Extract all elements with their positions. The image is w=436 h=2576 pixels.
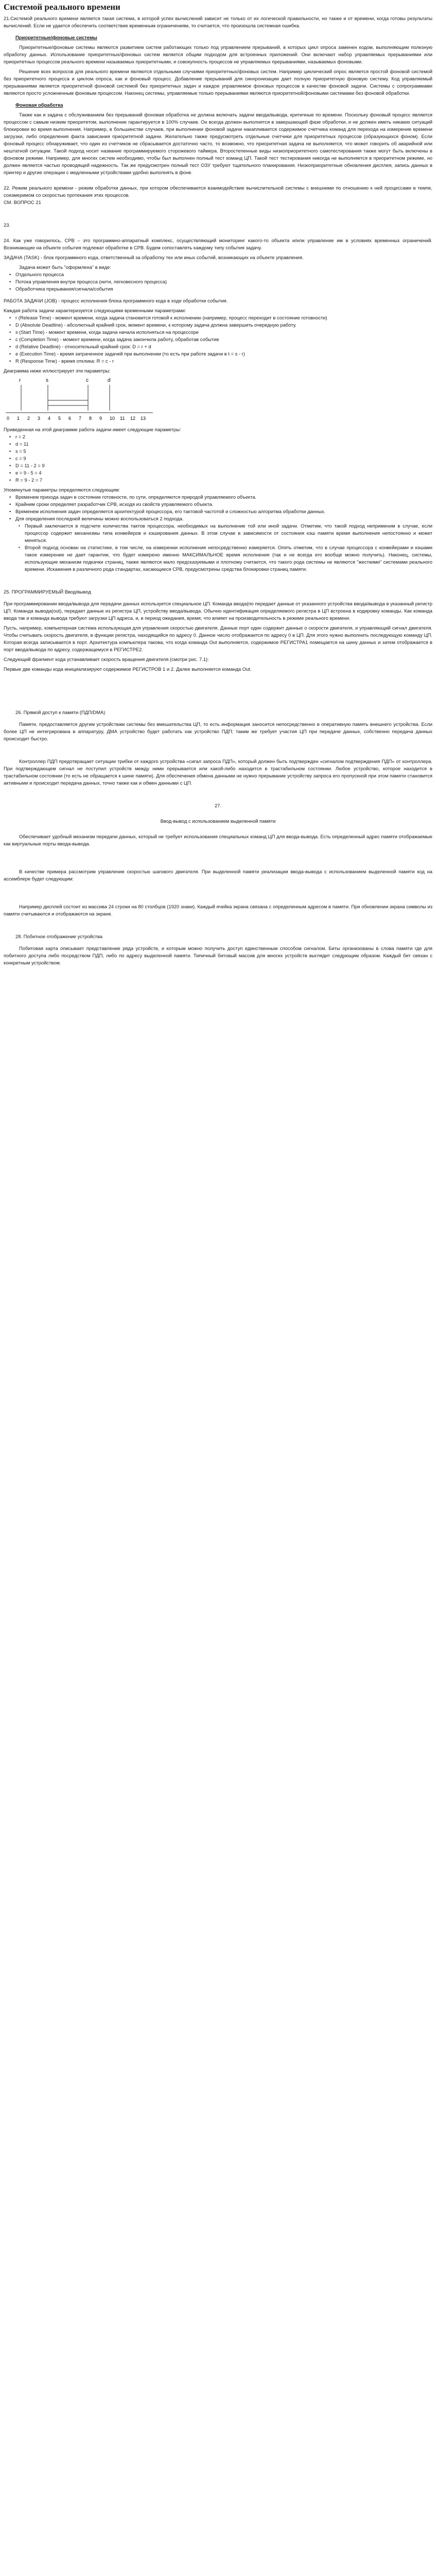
list-item: • e (Execution Time) - время затраченное задачей при выполнении (то есть при работе задачи в t = s - r) (15, 350, 432, 358)
list-item: ▪ Второй подход основан на статистике, в том числе, на измерении исполнения непосредственно измеряется. Опять отметим, что в случае процессора с конвейерами и кэшами такое измерение не дает гарантии, что будет измерено именно МАКСИМАЛЬНОЕ время исполнения (так и не всегда его вообще можно получить). Наконец, системы, использующие механизм подкачки страниц, также являются мало предсказуемыми и плотному считается, что такого рода системы не являются "жесткими" системами реального времени. Искажения в различного рода стандартах, касающиеся СРВ, предусмотрены средства блокировки страниц памяти. (25, 544, 432, 573)
s21-para-3: Решение всех вопросов для реального времени являются отдельными случаями приоритетных/фоновых систем. Например циклический опрос является простой фоновой системой без приоритетного процесса и циклом опроса, как и фоновый процесс. Добавление прерываний для синхронизации дает полную приоритетную фоновую систему. Код управляемый прерываниями является приоритетной фоновой системой без приоритетных задач и каждое управляемое фоновых процессов в качестве фоновой задачи. Системы с сопрограммами являются просто усложненным фоновым процессом. Наконец системы, управляемые только прерываниями являются приоритетной/фоновыми системами без фоновой обработки. (4, 69, 432, 96)
s26-heading: 26. Прямой доступ к памяти (ПДП/DMA) (15, 709, 106, 715)
diagram-label-r: r (19, 378, 21, 383)
s24-params-intro: Каждая работа задачи характеризуется следующими временными параметрами: (4, 308, 186, 313)
list-item: ▪ Первый заключается в подсчете количества тактов процессора, необходимых на выполнение той или иной задачи. Отметим, что такой подход неприменим в случае, если процессор содержит механизмы типа конвейеров и кэширования данных. В этом случае в зависимости от состояния кэш памяти время выполнения непостоянно и может меняться. (25, 522, 432, 544)
s22-para: 22. Режим реального времени - режим обработки данных, при котором обеспечивается взаимодействие вычислительной системы с внешними по отношению к ней процессами в темпе, соизмеримом со скоростью протекания этих процессов. (4, 185, 432, 198)
diagram-axis-label: 0 (7, 416, 10, 421)
diagram-label-s: s (46, 378, 48, 383)
s24-notes-list (0, 494, 436, 522)
diagram-axis-label: 2 (27, 416, 30, 421)
s26-para-2: Контроллер ПДП предотвращает ситуации трибки от каждого устройства «сигал запроса ПДП», который должен быть подтвержден «сигналом подтверждения ПДП» от контроллера. При подтверждающем сигнал не поступил устройств между ними прерывается или какой-либо находится в трастабильном состоянии. Любое устройство, которое находится в трастабильном состоянии (то есть не обращается к шине памяти). Для обеспечения обмена данными не нужно прерывание устройству запроса его пропускной при этом памяти становится активными и происходит передача данных, точно также как и обмен данными с ЦП. (4, 758, 432, 786)
timing-diagram (0, 375, 436, 426)
diagram-axis-label: 13 (141, 416, 146, 421)
list-item: • D = 11 - 2 = 9 (15, 462, 432, 469)
list-item: • s = 5 (15, 448, 432, 455)
diagram-axis-labels (7, 416, 146, 421)
diagram-axis-label: 9 (99, 416, 102, 421)
list-item: • c = 9 (15, 455, 432, 462)
s28-para-1: Побитовая карта описывает представление ряда устройств, и которым можно получить доступ единственным способом сигналом. Биты организованы в слова памяти где для побитного доступа либо посредством ПДП, либо по адресу выделенной памяти. Типичный битовый массив для многих устройств выглядит следующим образом. Каждый бит связан с конкретным устройством. (4, 945, 432, 965)
s21-para-2: Приоритетные/фоновые системы являются развитием систем работающих только под управлением прерываний, в которых цикл опроса заменен кодом, выполняющим полезную обработку данных. Использование приоритетных/фоновых систем является общим подходом для встроенных приложений. Они включают набор управляемых прерываниями или приоритетных процессов реального времени называемых приоритетными, и совокупность процессов не управляемых прерываниями, называемых фоновыми. (4, 44, 432, 64)
s25-para-3: Следующий фрагмент кода устанавливает скорость вращения двигателя (смотри рис. 7.1): (4, 656, 209, 662)
page-title: Системой реального времени (4, 2, 120, 12)
s24-approaches-list (0, 522, 436, 573)
list-item: • c (Completion Time) - момент времени, когда задача закончила работу, обработав событие (15, 336, 432, 343)
s24-values-list (0, 433, 436, 484)
diagram-axis-label: 11 (120, 416, 125, 421)
s22-ref: СМ. ВОПРОС 21 (4, 199, 41, 205)
list-item: • R (Response Time) - время отклика: R = c - r (15, 358, 432, 365)
diagram-axis-label: 7 (79, 416, 82, 421)
diagram-label-c: c (86, 378, 89, 383)
s21-intro: 21.Системой реального времени является такая система, в которой успех вычислений зависит не только от их логической правильности, но также и от времени, когда готовы результаты вычислений. Если не удается обеспечить соответствие временным ограничениям, то считается, что произошла системная ошибка. (4, 15, 432, 28)
list-item: • Временем прихода задач в состояние готовности, по сути, определяются природой управляемого объекта. (15, 494, 432, 501)
diagram-axis-label: 8 (89, 416, 92, 421)
s26-para-1: Памяти, предоставляется другим устройствам системы без вмешательства ЦП, то есть информация заносится непосредственно в оперативную память внешнего устройства. Если более ЦП не интегрирована в аппаратуру, ДМА устройство будет работать как устройство ПДП; таким же требует участия ЦП при передаче данных, собственно передача данных происходит быстро. (4, 721, 432, 741)
list-item: • r (Release Time) - момент времени, когда задача становится готовой к исполнению (например, процесс переходит в состояние готовности) (15, 314, 432, 321)
list-item: • d = 11 (15, 440, 432, 448)
diagram-exec-bar (48, 400, 88, 405)
diagram-label-d: d (108, 378, 111, 383)
s27-para-2: В качестве примера рассмотрим управление скоростью шагового двигателя. При выделенной памяти реализации ввода-вывода с использованием выделенной памяти код на ассемблере будет следующим: (4, 869, 432, 882)
diagram-axis-label: 6 (68, 416, 72, 421)
list-item: • Для определения последней величины можно воспользоваться 2 подхода. (15, 515, 432, 522)
s24-diagram-intro: Диаграмма ниже иллюстрирует эти параметры: (4, 368, 111, 374)
s27-heading: Ввод-вывод с использованием выделенной памяти (160, 818, 276, 824)
s25-heading: 25. ПРОГРАММИРУЕМЫЙ Ввод/вывод (4, 589, 92, 595)
list-item: • Отдельного процесса (15, 271, 432, 278)
list-item: • Крайним сроки определяет разработчик СРВ, исходя из свойств управляемого объекта. (15, 501, 432, 508)
s28-heading: 28. Побитное отображение устройства (15, 934, 102, 939)
s24-values-intro: Приведенная на этой диаграмме работа задачи имеет следующие параметры: (4, 427, 181, 432)
list-item: • Временем исполнения задач определяется архитектурой процессора, его тактовой частотой и сложностью алгоритма обработки данных. (15, 508, 432, 515)
timing-diagram-svg (4, 375, 158, 424)
s24-params-list (0, 314, 436, 365)
list-item: • e = 9 - 5 = 4 (15, 469, 432, 477)
s24-forms-list (0, 271, 436, 293)
s27-para-1: Обеспечивает удобный механизм передачи данных, который не требует использования специальных команд ЦП для ввода-вывода. Есть определенный адрес памяти отображаемые как виртуальные порты ввода-вывода. (4, 834, 432, 846)
document (0, 0, 436, 967)
s24-notes-intro: Упомянутые параметры определяются следующим: (4, 487, 120, 493)
s24-para-1: 24. Как уже говорилось, СРВ – это программно-аппаратный комплекс, осуществляющий мониторинг какого-то объекта и/или управление им в условиях временных ограничений. Возникающие на объекте события подлежат обработке в СРВ. Будем сопоставлять каждому типу события задачу. (4, 238, 432, 250)
diagram-axis-label: 3 (38, 416, 41, 421)
s27-number: 27. (214, 803, 222, 808)
diagram-axis-label: 1 (17, 416, 20, 421)
list-item: • r = 2 (15, 433, 432, 440)
s25-para-1: При программировании ввода/вывода для передачи данных используется специальное ЦП. Команда ввода(по передает данные от указанного устройства ввода/вывода в указанный регистр ЦП. Команда вывода(out), передает данные из регистра ЦП, устройству ввода/вывода. Обычно идентификация определяемого регистра в ЦП встроена в кодировку команды. Как команда ввода так и команда вывода требуют загрузки ЦП адреса, и, в период ожидания, время, что влияет на производительность в режиме реального времени. (4, 601, 432, 621)
s24-job-definition: РАБОТА ЗАДАЧИ (JOB) - процесс исполнения блока программного кода в ходе обработки события. (4, 298, 228, 303)
list-item: • Потока управления внутри процесса (нити, легковесного процесса) (15, 278, 432, 285)
diagram-axis-label: 5 (58, 416, 61, 421)
s24-forms-intro: Задача может быть "оформлена" в виде: (19, 264, 111, 270)
s23-number: 23. (4, 222, 11, 228)
s24-task-definition: ЗАДАЧА (TASK) - блок программного кода, ответственный за обработку тех или иных событий, возникающих на объекте управления. (4, 255, 304, 260)
s25-para-4: Первые две команды кода инициализируют содержимое РЕГИСТРОВ 1 и 2. Далее выполняется команда Out. (4, 666, 252, 672)
list-item: • R = 9 - 2 = 7 (15, 477, 432, 484)
s21-para-4: Также как и задача с обслуживанием без прерываний фоновая обработка не должна включать задачи ввода/вывода, критичные по времени. Поскольку фоновый процесс является процессом с самым низким приоритетом, выполнение гарантируется в 100% случаев. Он всегда должен выполнятся в завершающей фазе обработки, и не должен иметь никаких ситуаций блокировки во время выполнения. Например, в большинстве случаев, при выполнении фоновой задачи накапливается содержимое счетчика команд для перехода на измерение времени загрузки, либо определения факта зависания приоритетной задачи. Желательно также предусмотреть отдельные счетчики для приоритетных процессов (образующихся фоном). Если фоновый процесс обнаруживает, что один из счетчиков не сбрасывается достаточно часто, то возможно, что приоритетная задача не выполняется, что может говорить об аварийной или нештатной ситуации. Такой подход носит название программируемого сторожевого таймера. Второстепенные виды низкоприоритетного самотестирования также могут быть включены в фоновом режиме. Например, для многих систем необходимо, чтобы был выполнен полный тест команд ЦП. Такой тест тестирования никогда не выполняется в приоритетном режиме, но должен является частью проводящей надежность. Так же предусмотрен полный тест ОЗУ требуют тщательного планирования. Низкоприоритетные обновления дисплея, запись данных в принтер и другие операции с медленными устройствами удобно выполнять в фоне. (4, 112, 432, 175)
s21-heading-2: Фоновая обработка (15, 102, 63, 108)
list-item: • s (Start Time) - момент времени, когда задача начала исполняться на процессоре (15, 329, 432, 336)
s21-heading: Приоритетные/фоновые системы (15, 35, 97, 40)
list-item: • d (Relative Deadline) - относительный крайний срок: D = r + d (15, 343, 432, 350)
s27-para-3: Например дисплей состоит из массива 24 строки на 80 столбцов (1920 знаки). Каждый ячейка экрана связана с определенным адресом в памяти. При обновлении экрана символы из памяти считываются и отображаются на экране. (4, 904, 432, 917)
s25-para-2: Пусть, например, компьютерная система использующая для управления скоростью двигателя. Данные порт один содержит данные о скорости двигателя, и управляющий сигнал двигателя. Чтобы считывать скорость двигателя, в функции регистра, находящийся по адресу 0. Данное число отображается по адресу 0 в ЦП. Для этого нужно выполнить последующую команду ЦП. Которая всегда записывается в порт. Архитектура компьютера такова, что когда команда Out выполняется, содержимое РЕГИСТРА1 помещается на шину данных и затем отображается в порт ввода/вывода по адресу, содержащемуся в РЕГИСТРЕ2. (4, 625, 432, 652)
diagram-axis-label: 10 (110, 416, 115, 421)
list-item: • D (Absolute Deadline) - абсолютный крайний срок, момент времени, к которому задача должна завершить очередную работу. (15, 321, 432, 329)
diagram-axis-label: 12 (130, 416, 136, 421)
list-item: • Обработчика прерывания/сигнала/события (15, 285, 432, 293)
diagram-axis-label: 4 (48, 416, 51, 421)
